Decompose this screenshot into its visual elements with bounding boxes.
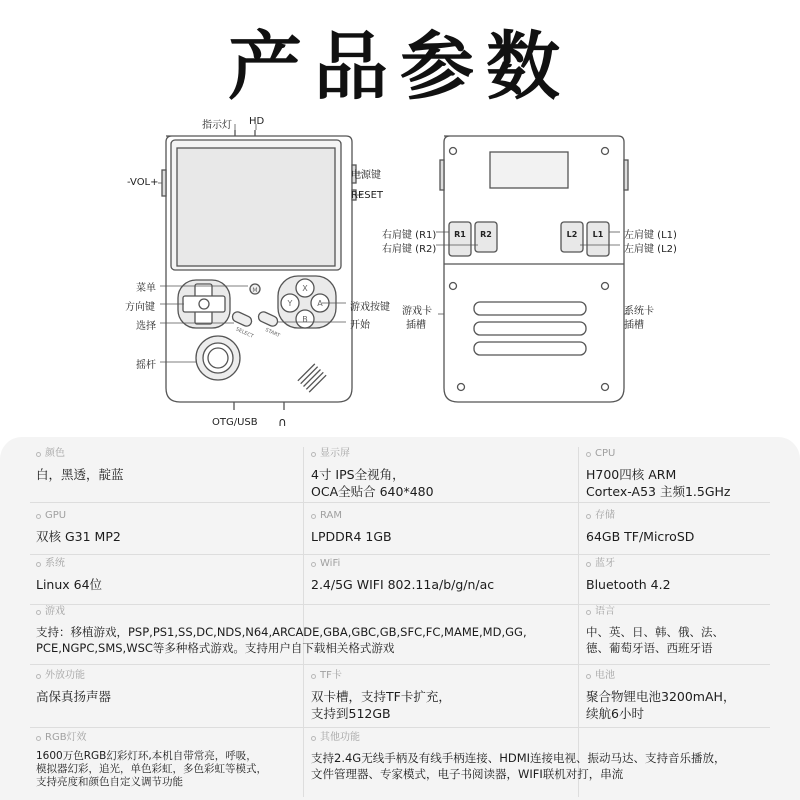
spec-system: 系统 Linux 64位 [36, 558, 103, 592]
l1-shape [587, 222, 609, 256]
l1-text: L1 [592, 230, 604, 239]
spec-other: 其他功能 支持2.4G无线手柄及有线手柄连接、HDMI连接电视、振动马达、支持音乐播放， 文件管理器、专家模式，电子书阅读器，WIFI联机对打，串流 [311, 732, 726, 781]
headphone-icon: ∩ [278, 415, 287, 429]
label-select: 选择 [136, 321, 156, 332]
btn-y-label: Y [287, 299, 293, 308]
btn-x-label: X [302, 284, 308, 293]
spec-display: 显示屏 4寸 IPS全视角， OCA全贴合 640*480 [311, 448, 434, 499]
spec-language: 语言 中、英、日、韩、俄、法、 德、葡萄牙语、西班牙语 [586, 606, 724, 655]
label-game-slot-2: 插槽 [406, 320, 426, 331]
label-vol: -VOL+ [127, 177, 159, 188]
r2-text: R2 [480, 230, 492, 239]
label-game-slot-1: 游戏卡 [402, 306, 432, 317]
spec-tf-card: TF卡 双卡槽，支持TF卡扩充， 支持到512GB [311, 670, 451, 721]
spec-games: 游戏 支持：移植游戏，PSP,PS1,SS,DC,NDS,N64,ARCADE,GBA,GBC,GB,SFC,FC,MAME,MD,GG, PCE,NGPC,SMS,WSC等多种格式游戏。支持用户自下载相关格式游戏 [36, 606, 527, 655]
device-diagram [0, 110, 800, 430]
joystick-icon [196, 336, 240, 380]
spec-storage: 存储 64GB TF/MicroSD [586, 510, 695, 544]
label-menu: 菜单 [136, 283, 156, 294]
btn-b-label: B [302, 315, 308, 324]
spec-battery: 电池 聚合物锂电池3200mAH， 续航6小时 [586, 670, 736, 721]
btn-m-label: M [252, 287, 258, 294]
l2-text: L2 [566, 230, 578, 239]
spec-color: 颜色 白，黑透，靛蓝 [36, 448, 124, 482]
label-dpad: 方向键 [125, 302, 155, 313]
label-system-slot-2: 插槽 [624, 320, 644, 331]
label-r1: 右肩键 (R1) [382, 230, 437, 241]
select-text: SELECT [234, 326, 255, 340]
label-joystick: 摇杆 [136, 360, 156, 371]
r1-shape [449, 222, 471, 256]
spec-panel [0, 437, 800, 800]
spec-speaker: 外放功能 高保真扬声器 [36, 670, 112, 704]
speaker-grille-icon [298, 364, 326, 392]
label-r2: 右肩键 (R2) [382, 244, 437, 255]
label-start: 开始 [350, 320, 370, 331]
spec-bluetooth: 蓝牙 Bluetooth 4.2 [586, 558, 671, 592]
start-text: START [264, 327, 281, 340]
label-otg-usb: OTG/USB [212, 417, 258, 428]
label-game-buttons: 游戏按键 [350, 302, 390, 313]
label-l2: 左肩键 (L2) [624, 244, 677, 255]
spec-cpu: CPU H700四核 ARM Cortex-A53 主频1.5GHz [586, 448, 731, 499]
label-power: 电源键 [351, 170, 381, 181]
label-reset: RESET [351, 190, 384, 201]
screen [177, 148, 335, 266]
page-title: 产品参数 [228, 24, 572, 110]
front-device-drawing [0, 110, 800, 430]
spec-rgb: RGB灯效 1600万色RGB幻彩灯环,本机自带常亮，呼吸， 模拟器幻彩，追光，单色彩虹，多色彩虹等模式， 支持亮度和颜色自定义调节功能 [36, 732, 267, 788]
spec-gpu: GPU 双核 G31 MP2 [36, 510, 121, 544]
r1-text: R1 [454, 230, 466, 239]
spec-wifi: WiFi 2.4/5G WIFI 802.11a/b/g/n/ac [311, 558, 495, 592]
spec-ram: RAM LPDDR4 1GB [311, 510, 392, 544]
btn-a-label: A [317, 299, 323, 308]
label-indicator: 指示灯 [202, 120, 232, 131]
label-l1: 左肩键 (L1) [624, 230, 677, 241]
label-system-slot-1: 系统卡 [624, 306, 654, 317]
label-hd: HD [249, 116, 265, 127]
